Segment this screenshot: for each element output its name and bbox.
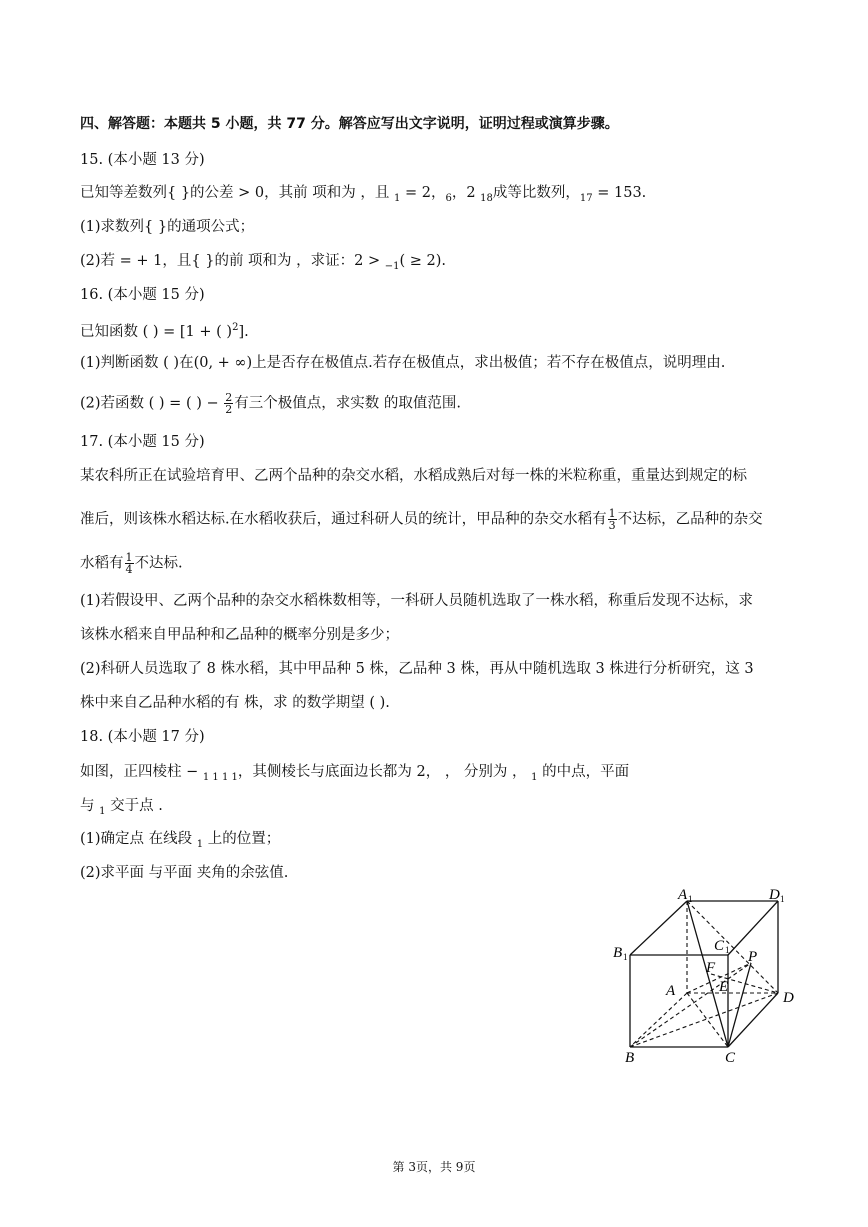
text-segment: 准后，则该株水稻达标.在水稻收获后，通过科研人员的统计，甲品种的杂交水稻有 [80,511,607,528]
q15-statement [80,183,646,209]
edge-a1b1 [630,901,687,955]
label-c: C [725,1050,736,1066]
subscript: 1 1 1 1 [202,772,238,783]
label-e: E [719,979,729,995]
q15-part2 [80,251,446,277]
text-segment: ( ≥ 2). [399,253,447,269]
text-segment: = 2， [400,185,446,201]
fraction [125,552,134,575]
q16-heading: 16. (本小题 15 分) [80,287,205,303]
fraction [224,392,233,415]
segment-bd [630,993,778,1047]
q16-part1: (1)判断函数 ( )在(0, + ∞)上是否存在极值点.若存在极值点，求出极值；若不存在极值点，说明理由. [80,355,726,371]
label-a1: A [678,887,688,903]
q17-part1-line1: (1)若假设甲、乙两个品种的杂交水稻株数相等，一科研人员随机选取了一株水稻，称重后发现不达标，求 [80,593,754,609]
q18-statement-line1 [80,762,629,788]
q17-part2-line2: 株中来自乙品种水稻的有 株，求 的数学期望 ( ). [80,695,390,711]
subscript: 1 [196,839,204,850]
label-f: F [706,960,716,976]
subscript: 18 [480,193,493,204]
label-c1-sub: 1 [725,945,730,955]
label-p: P [748,949,758,965]
text-segment: (2)若 = + 1，且{ }的前 项和为 ，求证：2 > [80,253,385,269]
text-segment: ，2 [451,185,481,201]
label-a: A [666,983,676,999]
label-b1-sub: 1 [623,952,628,962]
q18-heading: 18. (本小题 17 分) [80,729,205,745]
q18-part2: (2)求平面 与平面 夹角的余弦值. [80,865,289,881]
numerator: 2 [225,391,233,404]
q18-part1 [80,829,280,855]
subscript: 1 [99,806,106,817]
subscript: −1 [384,261,400,272]
text-segment: 已知函数 ( ) = [1 + ( ) [80,324,233,340]
text-segment: 有三个极值点，求实数 的取值范围. [234,395,461,412]
text-segment: 成等比数列， [492,185,580,201]
text-segment: 不达标. [134,555,183,572]
label-b1: B [613,945,623,961]
denominator: 3 [608,519,616,532]
text-segment: ]. [238,324,249,340]
numerator: 1 [608,507,616,520]
text-segment: 与 [80,798,100,814]
label-a1-sub: 1 [688,894,693,904]
q17-heading: 17. (本小题 15 分) [80,434,205,450]
q17-part2-line1: (2)科研人员选取了 8 株水稻，其中甲品种 5 株，乙品种 3 株，再从中随机选取 3 株进行分析研究，这 3 [80,661,754,677]
numerator: 1 [125,551,133,564]
segment-ac [687,993,728,1047]
text-segment: 水稻有 [80,555,124,572]
text-segment: 的中点，平面 [537,764,630,780]
edge-c1d1 [728,901,778,955]
text-segment: (2)若函数 ( ) = ( ) − [80,395,224,412]
text-segment: 不达标，乙品种的杂交 [617,511,763,528]
text-segment: 上的位置； [203,831,281,847]
text-segment: 交于点 . [105,798,163,814]
subscript: 17 [579,193,593,204]
q17-line3 [80,552,183,575]
label-b: B [625,1050,635,1066]
q17-line1: 某农科所正在试验培育甲、乙两个品种的杂交水稻，水稻成熟后对每一株的米粒称重，重量达到规定的标 [80,468,747,484]
label-d1: D [769,887,780,903]
q18-statement-line2 [80,796,163,822]
prism-figure [608,884,808,1070]
subscript: 6 [445,193,452,204]
subscript: 1 [531,772,538,783]
subscript: 1 [393,193,401,204]
text-segment: 已知等差数列{ }的公差 > 0，其前 项和为 ，且 [80,185,394,201]
q17-part1-line2: 该株水稻来自甲品种和乙品种的概率分别是多少； [80,627,399,643]
label-d: D [783,990,794,1006]
fraction [608,508,617,531]
segment-bp [630,963,751,1047]
q15-heading: 15. (本小题 13 分) [80,152,205,168]
text-segment: ，其侧棱长与底面边长都为 2， ， 分别为 ， [237,764,532,780]
q16-statement [80,318,249,342]
edge-ab [630,993,687,1047]
text-segment: 如图，正四棱柱 − [80,764,203,780]
page-footer: 第 3页，共 9页 [392,1160,476,1174]
denominator: 4 [125,563,133,576]
q15-part1: (1)求数列{ }的通项公式； [80,219,255,235]
text-segment: (1)确定点 在线段 [80,831,197,847]
q16-part2 [80,392,461,415]
label-c1: C [714,938,725,954]
denominator: 2 [225,403,233,416]
label-d1-sub: 1 [780,894,785,904]
section-header: 四、解答题：本题共 5 小题，共 77 分。解答应写出文字说明，证明过程或演算步骤。 [80,116,619,132]
superscript: 2 [232,322,239,333]
text-segment: = 153. [592,185,647,201]
q17-line2 [80,508,763,531]
